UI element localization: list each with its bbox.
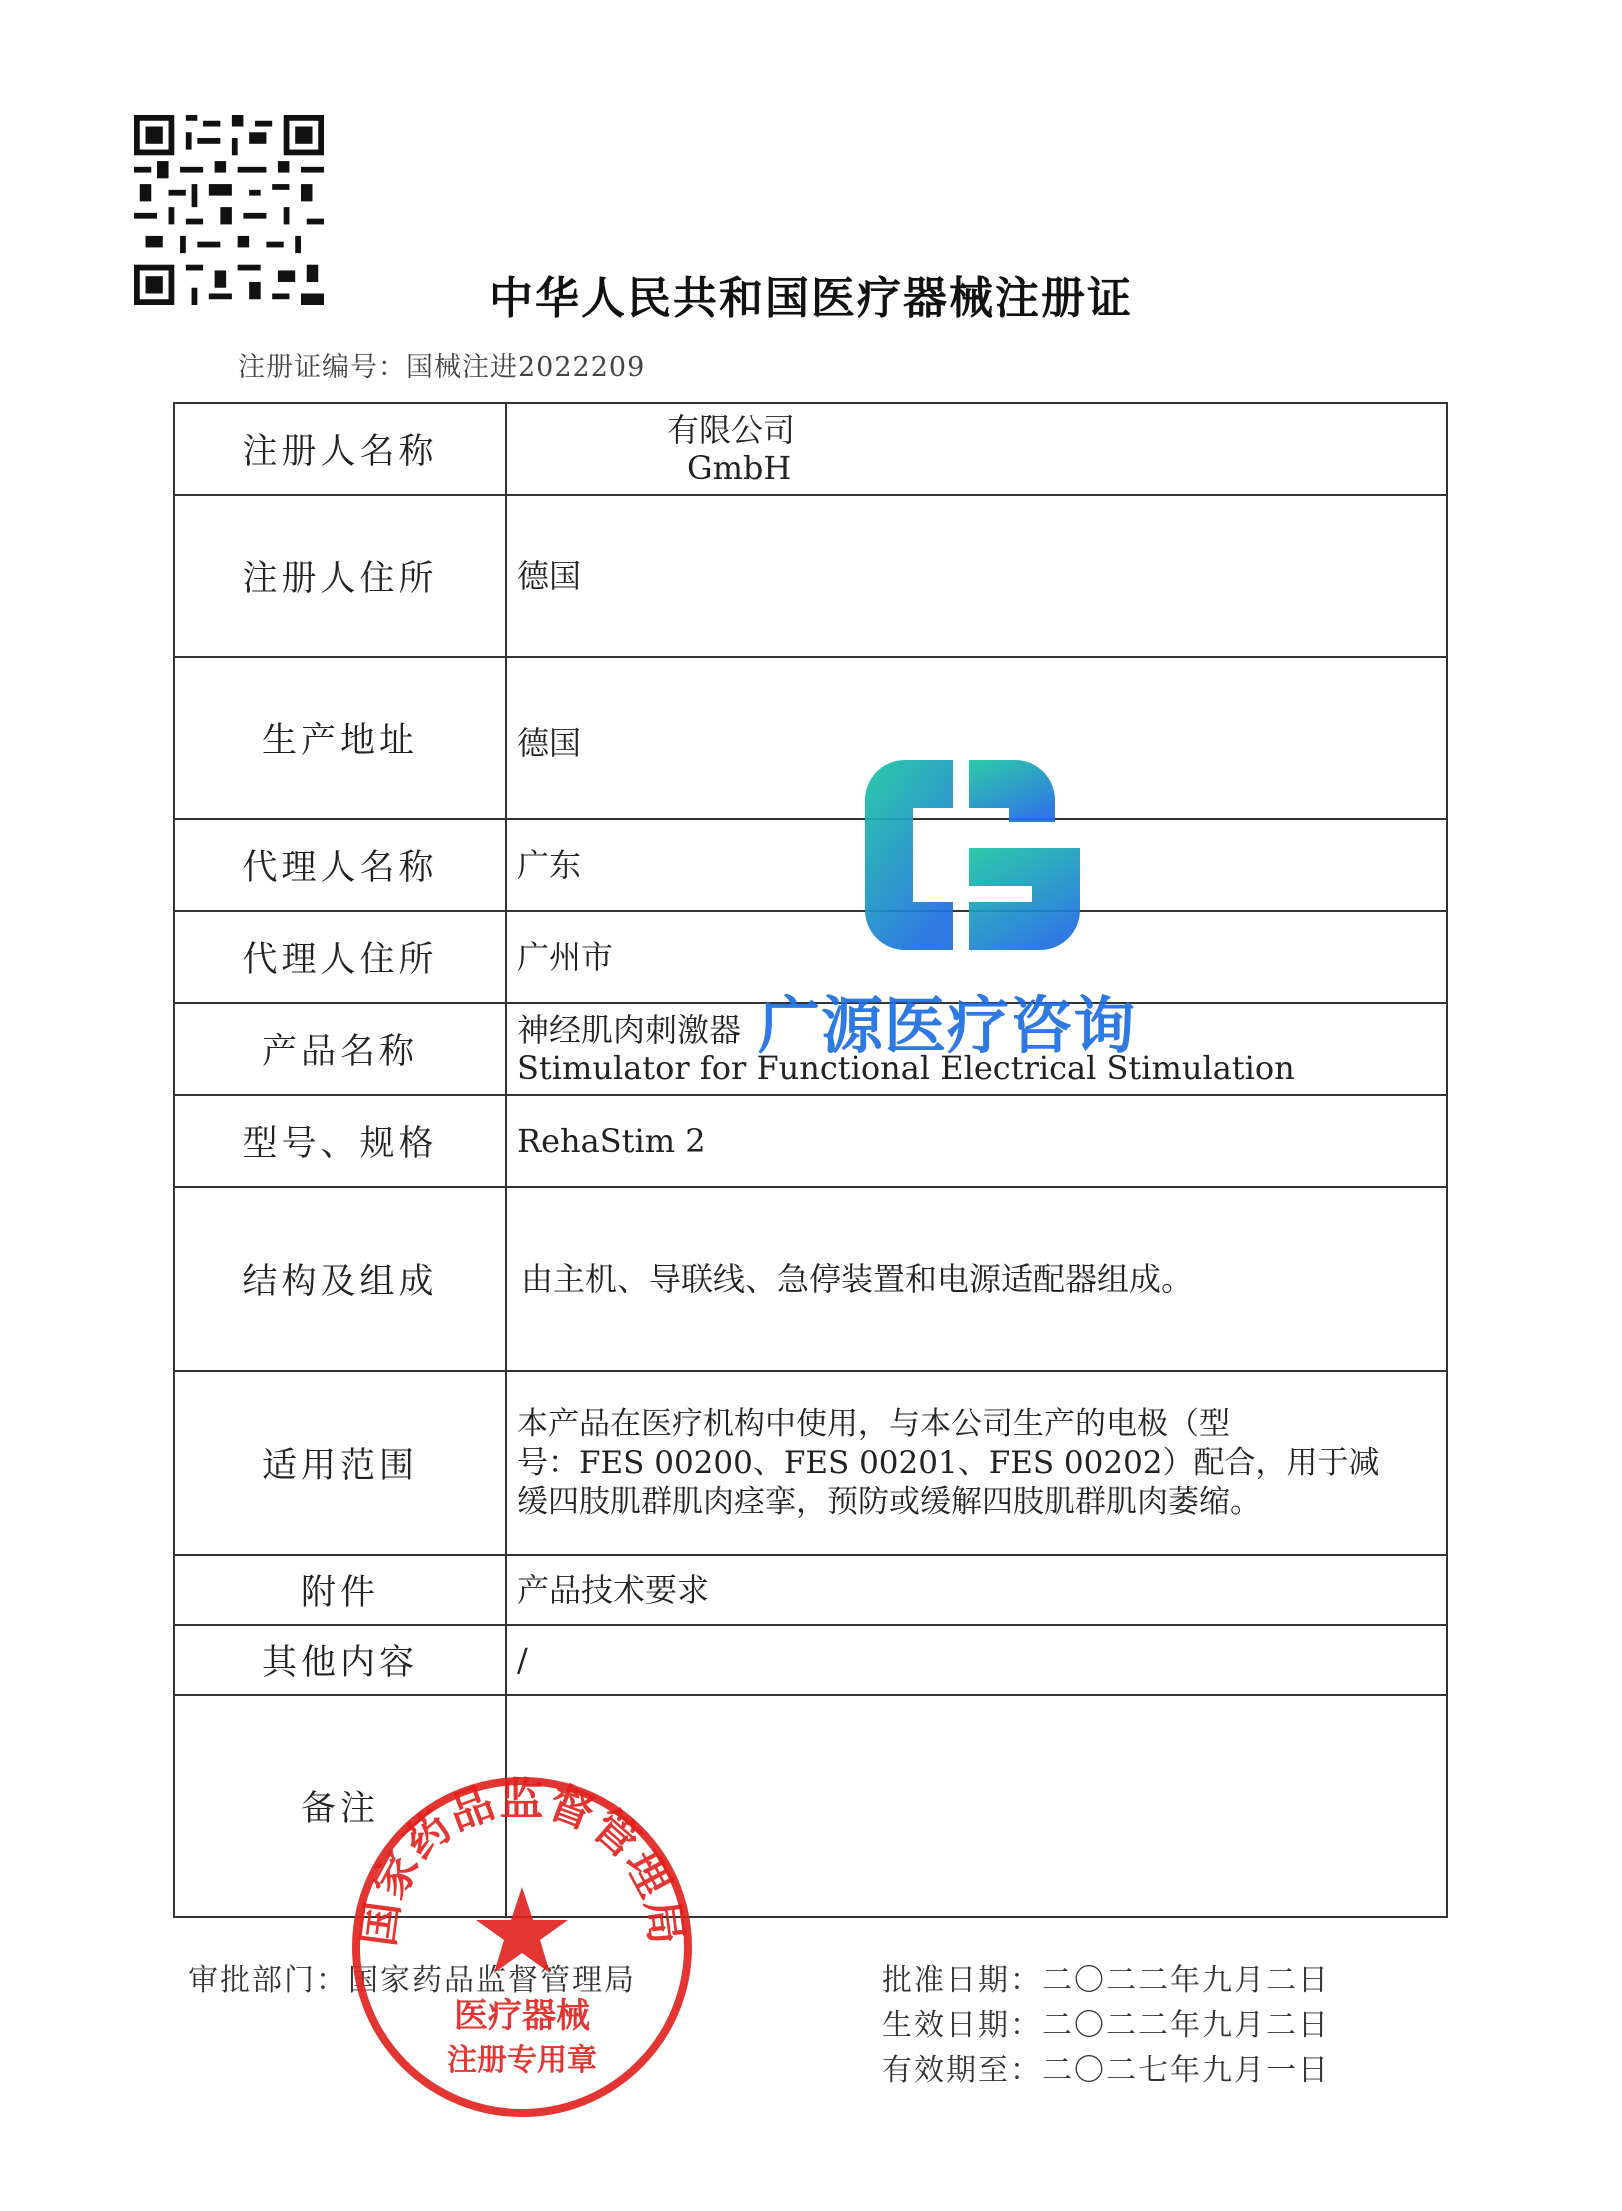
- seal-ring-text: 国家药品监督管理局: [352, 1775, 693, 1950]
- certificate-table: [173, 402, 1448, 1918]
- label-other-content: 其他内容: [174, 1625, 506, 1695]
- product-name-en: Stimulator for Functional Electrical Stimulation: [517, 1049, 1295, 1087]
- structure-line: 由主机、导联线、急停装置和电源适配器组成。: [521, 1260, 1194, 1298]
- label-production-address: 生产地址: [174, 657, 506, 819]
- label-scope: 适用范围: [174, 1371, 506, 1555]
- registrant-name-line-1: 有限公司: [667, 411, 796, 449]
- table-row: [174, 819, 1447, 911]
- table-row: [174, 403, 1447, 495]
- value-other-content: [506, 1625, 1447, 1695]
- effective-date: 生效日期：二〇二二年九月二日: [882, 2008, 1330, 2043]
- value-structure: [506, 1187, 1447, 1371]
- scope-line-2: 号：FES 00200、FES 00201、FES 00202）配合，用于减: [517, 1444, 1380, 1481]
- model-spec-line: RehaStim 2: [517, 1122, 706, 1160]
- scope-line-3: 缓四肢肌群肌肉痉挛，预防或缓解四肢肌群肌肉萎缩。: [517, 1483, 1261, 1520]
- registrant-address-line: 德国: [517, 557, 582, 595]
- value-registrant-address: [506, 495, 1447, 657]
- agent-name-line: 广东: [517, 846, 582, 884]
- table-row: [174, 1095, 1447, 1187]
- official-seal-icon: [350, 1775, 695, 2120]
- valid-until-date: 有效期至：二〇二七年九月一日: [882, 2053, 1330, 2088]
- attachment-line: 产品技术要求: [517, 1571, 710, 1609]
- label-agent-name: 代理人名称: [174, 819, 506, 911]
- table-row: [174, 657, 1447, 819]
- table-row: [174, 1625, 1447, 1695]
- approval-department: 审批部门：国家药品监督管理局: [188, 1963, 636, 1998]
- page-title: 中华人民共和国医疗器械注册证: [489, 273, 1133, 324]
- label-model-spec: 型号、规格: [174, 1095, 506, 1187]
- table-row: [174, 1187, 1447, 1371]
- value-model-spec: [506, 1095, 1447, 1187]
- label-structure: 结构及组成: [174, 1187, 506, 1371]
- table-row: [174, 1371, 1447, 1555]
- seal-center-line-1: 医疗器械: [454, 1996, 590, 2036]
- label-agent-address: 代理人住所: [174, 911, 506, 1003]
- value-scope: [506, 1371, 1447, 1555]
- value-registrant-name: [506, 403, 1447, 495]
- approval-date: 批准日期：二〇二二年九月二日: [882, 1963, 1330, 1998]
- table-row: [174, 495, 1447, 657]
- watermark-text: 广源医疗咨询: [758, 989, 1137, 1062]
- label-remarks: 备注: [174, 1695, 506, 1917]
- label-product-name: 产品名称: [174, 1003, 506, 1095]
- registration-number: 注册证编号：国械注进2022209: [238, 352, 646, 383]
- agent-address-line: 广州市: [517, 938, 614, 976]
- value-attachment: [506, 1555, 1447, 1625]
- seal-center-line-2: 注册专用章: [447, 2043, 597, 2078]
- other-content-line: /: [517, 1641, 528, 1679]
- product-name-cn: 神经肌肉刺激器: [517, 1011, 742, 1049]
- guangyuan-logo-icon: [865, 760, 1080, 950]
- label-registrant-address: 注册人住所: [174, 495, 506, 657]
- registrant-name-line-2: GmbH: [687, 449, 792, 487]
- label-registrant-name: 注册人名称: [174, 403, 506, 495]
- label-attachment: 附件: [174, 1555, 506, 1625]
- production-address-line: 德国: [517, 724, 582, 762]
- scope-line-1: 本产品在医疗机构中使用，与本公司生产的电极（型: [517, 1405, 1230, 1442]
- table-row: [174, 1555, 1447, 1625]
